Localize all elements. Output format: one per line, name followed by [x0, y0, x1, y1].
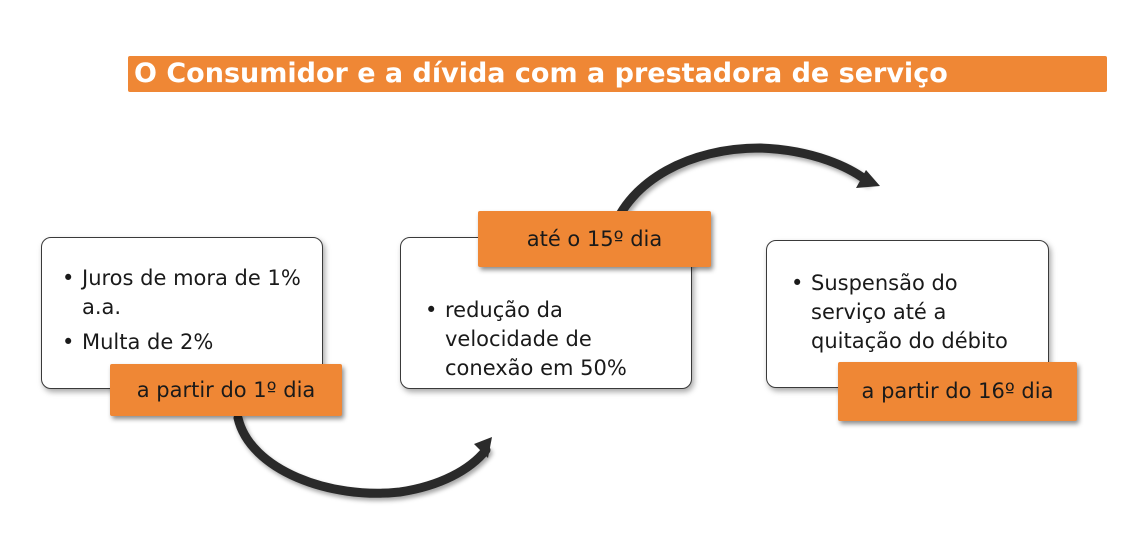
- diagram-title: O Consumidor e a dívida com a prestadora de serviço: [128, 56, 1107, 92]
- bullet-item: • Multa de 2%: [60, 328, 308, 357]
- bullet-item: • Juros de mora de 1% a.a.: [60, 264, 308, 322]
- step-tag-1: a partir do 1º dia: [110, 364, 342, 416]
- step-tag-2: até o 15º dia: [478, 211, 711, 267]
- step-tag-3: a partir do 16º dia: [838, 362, 1077, 421]
- bullet-item: • Suspensão do serviço até a quitação do débito: [789, 269, 1034, 356]
- bullet-item: • redução da velocidade de conexão em 50%: [423, 296, 677, 383]
- curved-arrow-1-to-2: [238, 418, 486, 493]
